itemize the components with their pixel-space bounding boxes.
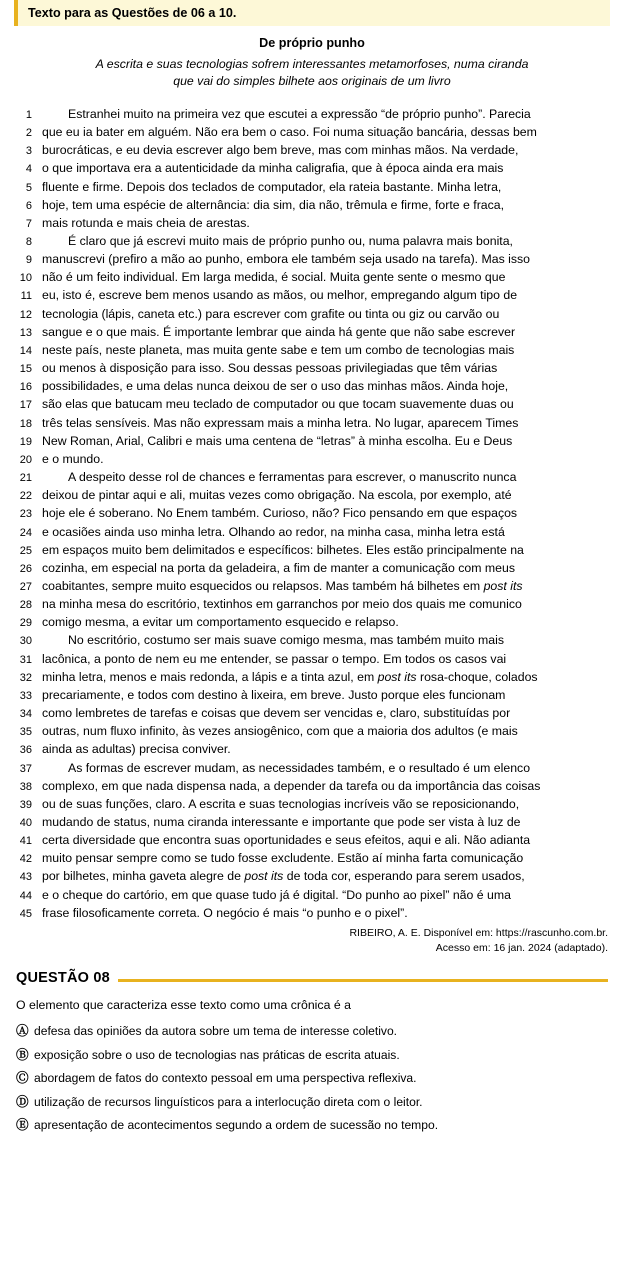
passage-line [16,686,608,704]
line-number: 25 [19,544,32,557]
passage-line [16,159,608,177]
alternative-letter: Ⓒ [16,1071,29,1086]
line-number: 1 [25,108,32,121]
line-number: 43 [19,871,32,884]
line-number: 19 [19,435,32,448]
line-text: burocráticas, e eu devia escrever algo bem breve, mas com minhas mãos. Na verdade, [42,143,519,158]
passage-line [16,831,608,849]
passage-line [16,777,608,795]
line-text: ou menos à disposição para isso. Sou dessas pessoas privilegiadas que têm várias [42,361,498,376]
alternative-letter: Ⓓ [16,1094,29,1109]
passage-line [16,232,608,250]
passage-line [16,722,608,740]
line-text: e ocasiões ainda uso minha letra. Olhando ao redor, na minha casa, minha letra está [42,524,505,539]
text-subtitle [16,56,608,91]
passage-line [16,359,608,377]
alternative-option[interactable] [16,1095,608,1109]
passage-line [16,759,608,777]
line-text: possibilidades, e uma delas nunca deixou de ser o uso das minhas mãos. Ainda hoje, [42,379,509,394]
passage-line [16,541,608,559]
passage-line [16,595,608,613]
line-text: fluente e firme. Depois dos teclados de computador, ela rateia bastante. Minha letra, [42,179,502,194]
passage-line [16,704,608,722]
line-text: mudando de status, numa ciranda interessante e importante que pode ser vista à luz de [42,815,521,829]
line-number: 2 [25,127,32,140]
question-label: QUESTÃO 08 [16,970,110,987]
alternative-letter: Ⓔ [16,1118,29,1133]
line-text: minha letra, menos e mais redonda, a lápis e a tinta azul, em post its rosa-choque, colados [42,669,538,684]
passage-line [16,904,608,922]
passage-line [16,577,608,595]
line-number: 26 [19,562,32,575]
line-number: 10 [19,272,32,285]
line-number: 15 [19,363,32,376]
passage-line [16,414,608,432]
source-line-2: Acesso em: 16 jan. 2024 (adaptado). [435,942,608,955]
line-number: 3 [25,145,32,158]
line-number: 27 [19,580,32,593]
alternative-letter: Ⓑ [16,1047,29,1062]
question-stem: O elemento que caracteriza esse texto como uma crônica é a [16,998,351,1013]
line-number: 38 [19,780,32,793]
line-text: e o cheque do cartório, em que quase tudo já é digital. “Do punho ao pixel” não é uma [42,887,511,902]
line-text: e o mundo. [42,451,104,466]
line-number: 7 [25,217,32,230]
alternative-text: apresentação de acontecimentos segundo a ordem de sucessão no tempo. [34,1118,439,1133]
passage-line [16,559,608,577]
line-text: ou de suas funções, claro. A escrita e suas tecnologias incríveis vão se reposicionando, [42,796,520,811]
line-text: ainda as adultas) precisa conviver. [42,742,231,757]
passage-line [16,668,608,686]
line-text: neste país, neste planeta, mas muita gente sabe e tem um combo de tecnologias mais [42,342,515,357]
line-number: 23 [19,508,32,521]
line-number: 33 [19,689,32,702]
line-text: lacônica, a ponto de nem eu me entender, se passar o tempo. Em todos os casos vai [42,651,507,666]
line-number: 42 [19,853,32,866]
line-number: 45 [19,907,32,920]
line-number: 8 [25,236,32,248]
passage-line [16,323,608,341]
line-text: precariamente, e todos com destino à lixeira, em breve. Justo porque eles funcionam [42,687,506,702]
text-subtitle-line-2: que vai do simples bilhete aos originais de um livro [173,74,451,89]
line-number: 28 [19,599,32,612]
line-number: 39 [19,798,32,811]
passage-line [16,795,608,813]
passage-line [16,504,608,522]
passage-line [16,196,608,214]
line-text: manuscrevi (prefiro a mão ao punho, embora ele também seja usado na tarefa). Mas isso [42,252,531,267]
line-number: 5 [25,181,32,194]
text-reference-banner: Texto para as Questões de 06 a 10. [14,0,610,26]
alternative-text: defesa das opiniões da autora sobre um tema de interesse coletivo. [34,1024,398,1039]
line-number: 44 [19,889,32,902]
alternative-text: utilização de recursos linguísticos para a interlocução direta com o leitor. [34,1094,423,1109]
alternative-letter: Ⓐ [16,1024,29,1039]
passage-line [16,450,608,468]
line-text: deixou de pintar aqui e ali, muitas vezes como obrigação. Na escola, por exemplo, até [42,488,512,503]
passage-line [16,867,608,885]
passage-line [16,486,608,504]
passage-line [16,105,608,123]
passage-line [16,305,608,323]
line-number: 18 [19,417,32,430]
alternative-option[interactable] [16,1024,608,1038]
line-text: outras, num fluxo infinito, às vezes ansiogênico, com que a maioria dos adultos (e mais [42,724,518,739]
line-text: cozinha, em especial na porta da geladeira, a fim de manter a comunicação com meus [42,560,515,575]
line-text: em espaços muito bem delimitados e específicos: bilhetes. Eles estão principalmente na [42,542,524,557]
alternative-option[interactable] [16,1048,608,1062]
line-number: 4 [25,163,32,176]
passage-line [16,613,608,631]
line-number: 17 [19,399,32,412]
question-divider-rule [118,979,608,982]
source-credit [16,926,608,956]
passage-line [16,341,608,359]
line-number: 9 [25,254,32,267]
line-text: tecnologia (lápis, caneta etc.) para escrever com grafite ou tinta ou giz ou carvão ou [42,306,500,321]
line-text: frase filosoficamente correta. O negócio é mais “o punho e o pixel”. [42,905,408,920]
passage-line [16,141,608,159]
passage-line [16,178,608,196]
passage-line [16,250,608,268]
passage-line [16,849,608,867]
line-text: hoje ele é soberano. No Enem também. Curioso, não? Fico pensando em que espaços [42,506,518,521]
line-number: 16 [19,381,32,394]
line-text: Estranhei muito na primeira vez que escutei a expressão “de próprio punho”. Parecia [68,106,531,121]
line-number: 12 [19,308,32,321]
line-number: 21 [19,472,32,485]
passage-line [16,740,608,758]
alternative-option[interactable] [16,1118,608,1132]
line-text: como lembretes de tarefas e coisas que devem ser vencidas e, claro, substituídas por [42,706,511,721]
line-text: A despeito desse rol de chances e ferramentas para escrever, o manuscrito nunca [68,470,517,485]
line-text: três telas sensíveis. Mas não expressam mais a minha letra. No lugar, aparecem Times [42,415,519,430]
line-text: certa diversidade que encontra suas oportunidades e seus efeitos, aqui e ali. Não adianta [42,833,531,848]
line-number: 35 [19,726,32,739]
line-text: são elas que batucam meu teclado de computador ou que tocam suavemente duas ou [42,397,514,412]
line-text: comigo mesma, a evitar um comportamento esquecido e relapso. [42,615,399,630]
passage-line [16,650,608,668]
line-text: É claro que já escrevi muito mais de próprio punho ou, numa palavra mais bonita, [68,234,513,248]
passage-line [16,886,608,904]
line-number: 20 [19,453,32,466]
line-text: New Roman, Arial, Calibri e mais uma centena de “letras” à minha escolha. Eu e Deus [42,433,513,448]
line-text: na minha mesa do escritório, textinhos em garranchos por meio dos quais me comunico [42,597,522,612]
line-text: hoje, tem uma espécie de alternância: dia sim, dia não, trêmula e firme, forte e fraca, [42,197,505,212]
alternative-text: exposição sobre o uso de tecnologias nas práticas de escrita atuais. [34,1047,400,1062]
line-number: 22 [19,490,32,503]
line-number: 37 [19,762,32,775]
line-text: não é um feito individual. Em larga medida, é social. Muita gente sente o mesmo que [42,270,506,285]
text-title: De próprio punho [259,36,365,50]
line-number: 34 [19,708,32,721]
line-text: o que importava era a autenticidade da minha caligrafia, que à época ainda era mais [42,161,504,176]
line-text: sangue e o que mais. É importante lembrar que ainda há gente que não sabe escrever [42,324,516,339]
passage-line [16,286,608,304]
line-text: por bilhetes, minha gaveta alegre de post its de toda cor, esperando para serem usados, [42,869,525,884]
line-text: coabitantes, sempre muito esquecidos ou relapsos. Mas também há bilhetes em post its [42,578,523,593]
line-text: que eu ia bater em alguém. Não era bem o caso. Foi numa situação bancária, dessas bem [42,125,537,140]
line-text: eu, isto é, escreve bem menos usando as mãos, ou melhor, empregando algum tipo de [42,288,518,303]
passage-line [16,432,608,450]
line-number: 14 [19,344,32,357]
alternatives-list [16,1024,608,1132]
line-number: 6 [25,199,32,212]
question-header [16,970,608,986]
line-text: No escritório, costumo ser mais suave comigo mesma, mas também muito mais [68,633,504,648]
line-number: 41 [19,835,32,848]
line-number: 11 [20,290,32,303]
alternative-option[interactable] [16,1071,608,1085]
line-number: 36 [19,744,32,757]
line-text: As formas de escrever mudam, as necessidades também, e o resultado é um elenco [68,760,531,775]
line-number: 24 [19,526,32,539]
passage-line [16,468,608,486]
text-subtitle-line-1: A escrita e suas tecnologias sofrem interessantes metamorfoses, numa ciranda [95,57,529,71]
line-text: complexo, em que nada dispensa nada, a depender da tarefa ou da importância das coisas [42,778,541,793]
line-text: muito pensar sempre como se tudo fosse excludente. Estão aí minha farta comunicação [42,851,524,866]
source-line-1: RIBEIRO, A. E. Disponível em: https://rascunho.com.br. [349,926,608,939]
passage-line [16,123,608,141]
passage-line [16,813,608,831]
passage-line [16,631,608,649]
passage-line [16,214,608,232]
line-number: 32 [19,671,32,684]
line-number: 40 [19,817,32,829]
passage-line [16,523,608,541]
passage-line [16,268,608,286]
passage-line [16,377,608,395]
line-number: 31 [19,653,32,666]
line-number: 13 [19,326,32,339]
reading-passage [16,105,608,922]
line-number: 30 [19,635,32,648]
passage-line [16,395,608,413]
alternative-text: abordagem de fatos do contexto pessoal em uma perspectiva reflexiva. [34,1071,417,1086]
line-number: 29 [19,617,32,630]
line-text: mais rotunda e mais cheia de arestas. [42,215,250,230]
